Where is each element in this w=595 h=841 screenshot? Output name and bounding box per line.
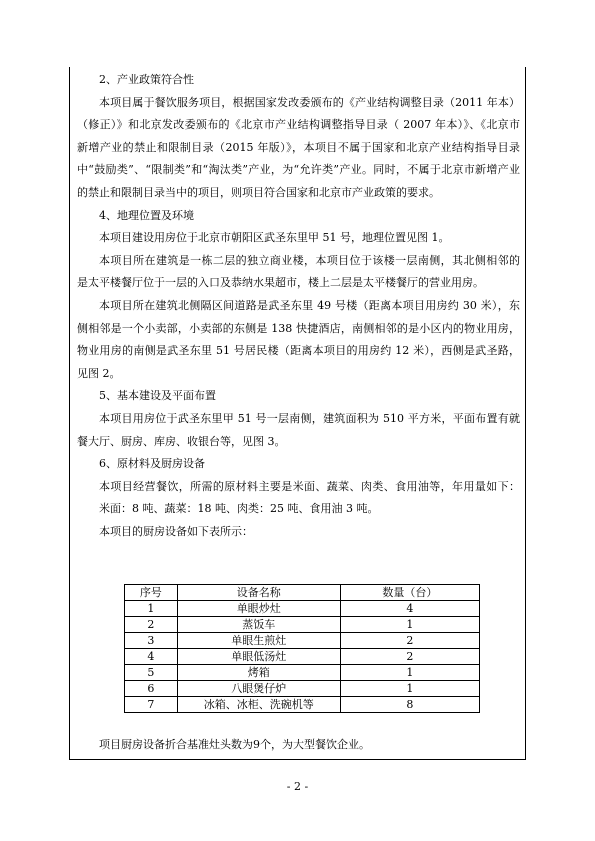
cell-equipment-name: 单眼低汤灶	[177, 649, 340, 665]
table-header-row	[125, 585, 480, 601]
cell-quantity: 1	[340, 665, 479, 681]
page-number: - 2 -	[286, 780, 309, 793]
text-line: 新增产业的禁止和限制目录（2015 年版）》，本项目不属于国家和北京产业结构指导目录	[77, 140, 520, 154]
cell-quantity: 4	[340, 601, 479, 617]
text-line: 本项目建设用房位于北京市朝阳区武圣东里甲 51 号，地理位置见图 1。	[99, 231, 450, 245]
cell-equipment-name: 单眼炒灶	[177, 601, 340, 617]
table-row	[125, 601, 480, 617]
cell-quantity: 8	[340, 697, 479, 713]
table-row	[125, 697, 480, 713]
text-line: 本项目经营餐饮，所需的原材料主要是米面、蔬菜、肉类、食用油等，年用量如下：	[99, 479, 520, 493]
cell-index: 2	[125, 617, 178, 633]
table-row	[125, 617, 480, 633]
cell-equipment-name: 烤箱	[177, 665, 340, 681]
cell-index: 1	[125, 601, 178, 617]
cell-equipment-name: 单眼生煎灶	[177, 633, 340, 649]
text-line: 米面：8 吨、蔬菜：18 吨、肉类：25 吨、食用油 3 吨。	[99, 502, 379, 516]
text-line: 本项目所在建筑北侧隔区间道路是武圣东里 49 号楼（距离本项目用房约 30 米），东	[99, 298, 520, 312]
text-line: （修正）》和北京发改委颁布的《北京市产业结构调整指导目录（ 2007 年本）》、《北京市	[77, 118, 520, 132]
table-row	[125, 681, 480, 697]
text-line: 5、基本建设及平面布置	[99, 389, 216, 403]
cell-index: 7	[125, 697, 178, 713]
cell-equipment-name: 蒸饭车	[177, 617, 340, 633]
cell-quantity: 2	[340, 649, 479, 665]
body-text	[77, 69, 520, 543]
cell-index: 6	[125, 681, 178, 697]
summary-note: 项目厨房设备折合基准灶头数为9个，为大型餐饮企业。	[99, 738, 370, 751]
text-line: 本项目属于餐饮服务项目，根据国家发改委颁布的《产业结构调整目录（2011 年本）	[99, 95, 520, 109]
header-quantity: 数量（台）	[340, 585, 479, 601]
kitchen-equipment-table	[124, 584, 480, 713]
text-line: 中“鼓励类”、“限制类”和“淘汰类”产业，为“允许类”产业。同时，不属于北京市新增产业	[77, 163, 520, 177]
text-line: 4、地理位置及环境	[99, 208, 194, 222]
header-index: 序号	[125, 585, 178, 601]
text-line: 物业用房的南侧是武圣东里 51 号居民楼（距离本项目的用房约 12 米），西侧是武圣路，	[77, 344, 520, 358]
text-line: 2、产业政策符合性	[99, 73, 194, 86]
cell-index: 3	[125, 633, 178, 649]
cell-index: 5	[125, 665, 178, 681]
text-line: 见图 2。	[77, 366, 121, 380]
header-equipment-name: 设备名称	[177, 585, 340, 601]
cell-quantity: 1	[340, 681, 479, 697]
text-line: 本项目的厨房设备如下表所示：	[99, 524, 253, 538]
text-line: 本项目用房位于武圣东里甲 51 号一层南侧，建筑面积为 510 平方米，平面布置有就	[99, 411, 520, 425]
cell-quantity: 1	[340, 617, 479, 633]
cell-equipment-name: 冰箱、冰柜、洗碗机等	[177, 697, 340, 713]
cell-equipment-name: 八眼煲仔炉	[177, 681, 340, 697]
table-row	[125, 649, 480, 665]
text-line: 6、原材料及厨房设备	[99, 457, 205, 471]
text-line: 的禁止和限制目录当中的项目，则项目符合国家和北京市产业政策的要求。	[77, 185, 440, 199]
cell-quantity: 2	[340, 633, 479, 649]
table-row	[125, 633, 480, 649]
text-line: 本项目所在建筑是一栋二层的独立商业楼，本项目位于该楼一层南侧，其北侧相邻的	[99, 253, 520, 267]
cell-index: 4	[125, 649, 178, 665]
text-line: 餐大厅、厨房、库房、收银台等，见图 3。	[77, 434, 286, 448]
table-row	[125, 665, 480, 681]
text-line: 侧相邻是一个小卖部，小卖部的东侧是 138 快捷酒店，南侧相邻的是小区内的物业用房，	[77, 321, 520, 335]
text-line: 是太平楼餐厅位于一层的入口及恭纳水果超市，楼上二层是太平楼餐厅的营业用房。	[77, 276, 484, 290]
